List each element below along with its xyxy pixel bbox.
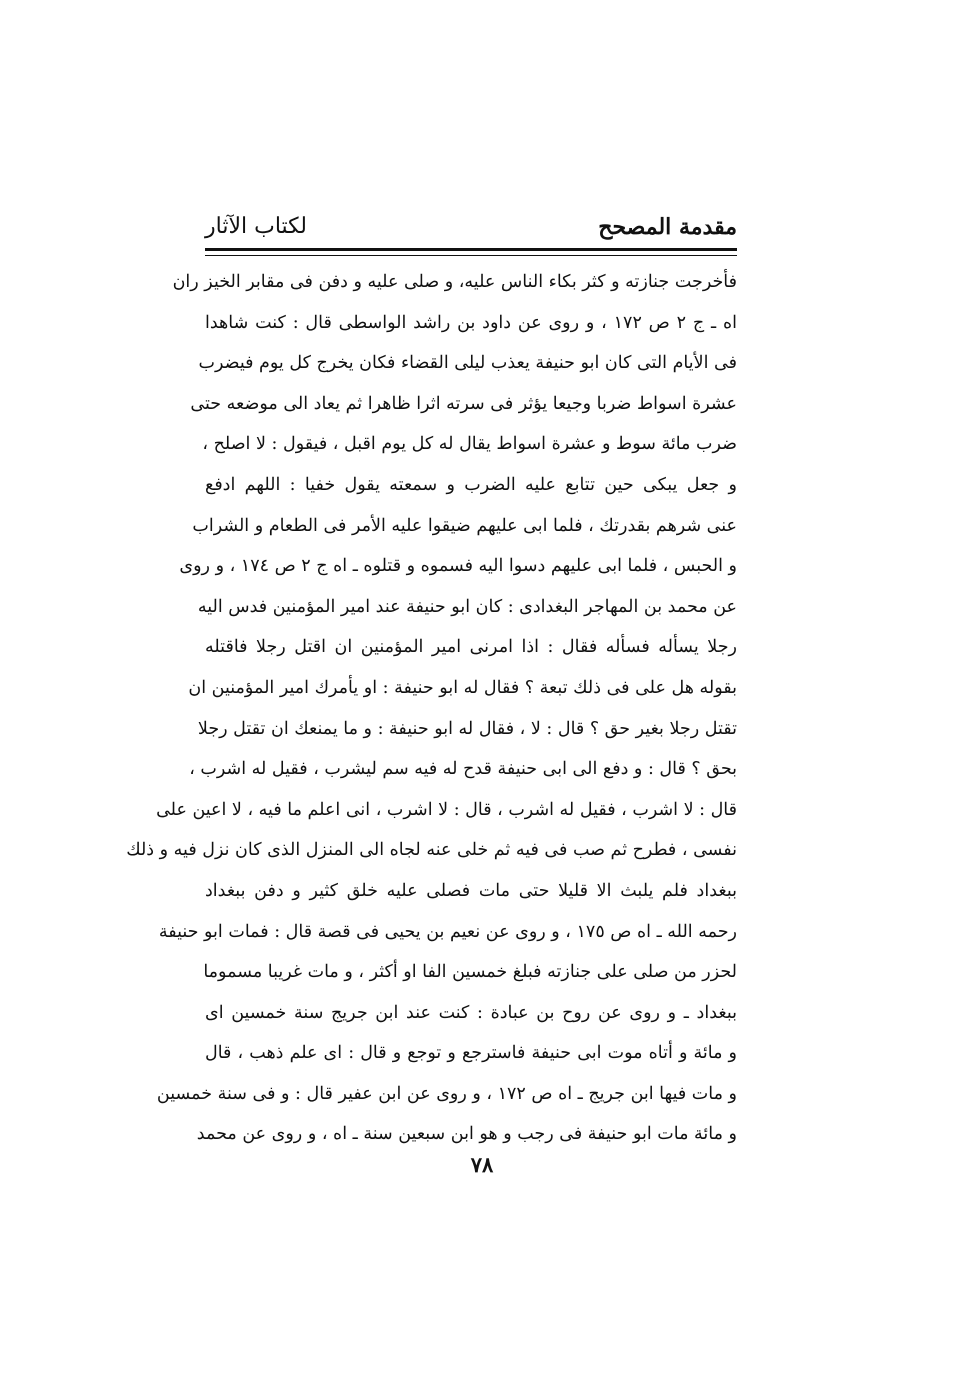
running-header [205, 210, 737, 244]
page-number: ٧٨ [470, 1152, 494, 1177]
text-line: و الحبس ، فلما ابى عليهم دسوا اليه فسموه و قتلوه ـ اه ج ٢ ص ١٧٤ ، و روى [179, 556, 737, 577]
text-line: تقتل رجلا بغير حق ؟ قال : لا ، فقال له ابو حنيفة : و ما يمنعك ان تقتل رجلا [197, 718, 737, 739]
text-line: بحق ؟ قال : و دفع الى ابى حنيفة قدح له فيه سم ليشرب ، فقيل له اشرب ، [189, 759, 737, 780]
text-line: و مات فيها ابن جريج ـ اه ص ١٧٢ ، و روى عن ابن عفير قال : و فى سنة خمسين [156, 1083, 737, 1104]
text-line: و مائة مات ابو حنيفة فى رجب و هو ابن سبعين سنة ـ اه ، و روى عن محمد [196, 1124, 737, 1145]
text-line: فى الأيام التى كان ابو حنيفة يعذب ليلى القضاء فكان يخرج كل يوم فيضرب [198, 353, 737, 374]
header-rule-thin [205, 255, 737, 256]
text-line: اه ـ ج ٢ ص ١٧٢ ، و روى عن داود بن راشد الواسطى قال : كنت شاهدا [205, 312, 737, 333]
text-line: عن محمد بن المهاجر البغدادى : كان ابو حنيفة عند امير المؤمنين فدس اليه [197, 596, 737, 617]
header-rule-thick [205, 248, 737, 251]
text-line: عشرة اسواط ضربا وجيعا يؤثر فى سرته اثرا ظاهرا ثم يعاد الى موضعه حتى [190, 393, 737, 414]
text-line: رحمه الله ـ اه ص ١٧٥ ، و روى عن نعيم بن يحيى فى قصة قال : فمات ابو حنيفة [158, 921, 737, 942]
header-section-title: مقدمة المصحح [598, 214, 737, 240]
text-line: رجلا يسأله فسأله فقال : اذا امرنى امير المؤمنين ان اقتل رجلا فاقتله [205, 637, 737, 658]
text-line: نفسى ، فطرح ثم صب فى فيه ثم خلى عنه لجاه الى المنزل الذى كان نزل فيه و ذلك [126, 840, 737, 861]
text-line: و جعل يبكى حين تتابع عليه الضرب و سمعته يقول خفيا : اللهم ادفع [205, 474, 737, 495]
text-line: فأخرجت جنازته و كثر بكاء الناس عليه، و صلى عليه و دفن فى مقابر الخيز ران [172, 272, 737, 292]
text-line: قال : لا اشرب ، فقيل له اشرب ، قال : لا اشرب ، انى اعلم ما فيه ، لا اعين على [156, 799, 737, 820]
text-line: ببغداد فلم يلبث الا قليلا حتى مات فصلى عليه خلق كثير و دفن ببغداد [205, 880, 737, 901]
text-line: و مائة و أتاه موت ابى حنيفة فاسترجع و توجع و قال : اى علم ذهب ، قال [205, 1043, 737, 1064]
text-line: لحزر من صلى على جنازته فبلغ خمسين الفا او أكثر ، و مات غريبا مسموما [203, 962, 737, 983]
text-line: ضرب مائة سوط و عشرة اسواط يقال له كل يوم اقبل ، فيقول : لا اصلح ، [202, 434, 737, 455]
text-line: عنى شرهم بقدرتك ، فلما ابى عليهم ضيقوا عليه الأمر فى الطعام و الشراب [192, 515, 737, 536]
body-text [126, 262, 737, 1155]
text-line: ببغداد ـ و روى عن روح بن عبادة : كنت عند ابن جريج سنة خمسين اى [205, 1002, 737, 1023]
header-book-title: لكتاب الآثار [205, 214, 308, 239]
text-line: بقوله هل على فى ذلك تبعة ؟ فقال له ابو حنيفة : او يأمرك امير المؤمنين ان [188, 677, 737, 698]
